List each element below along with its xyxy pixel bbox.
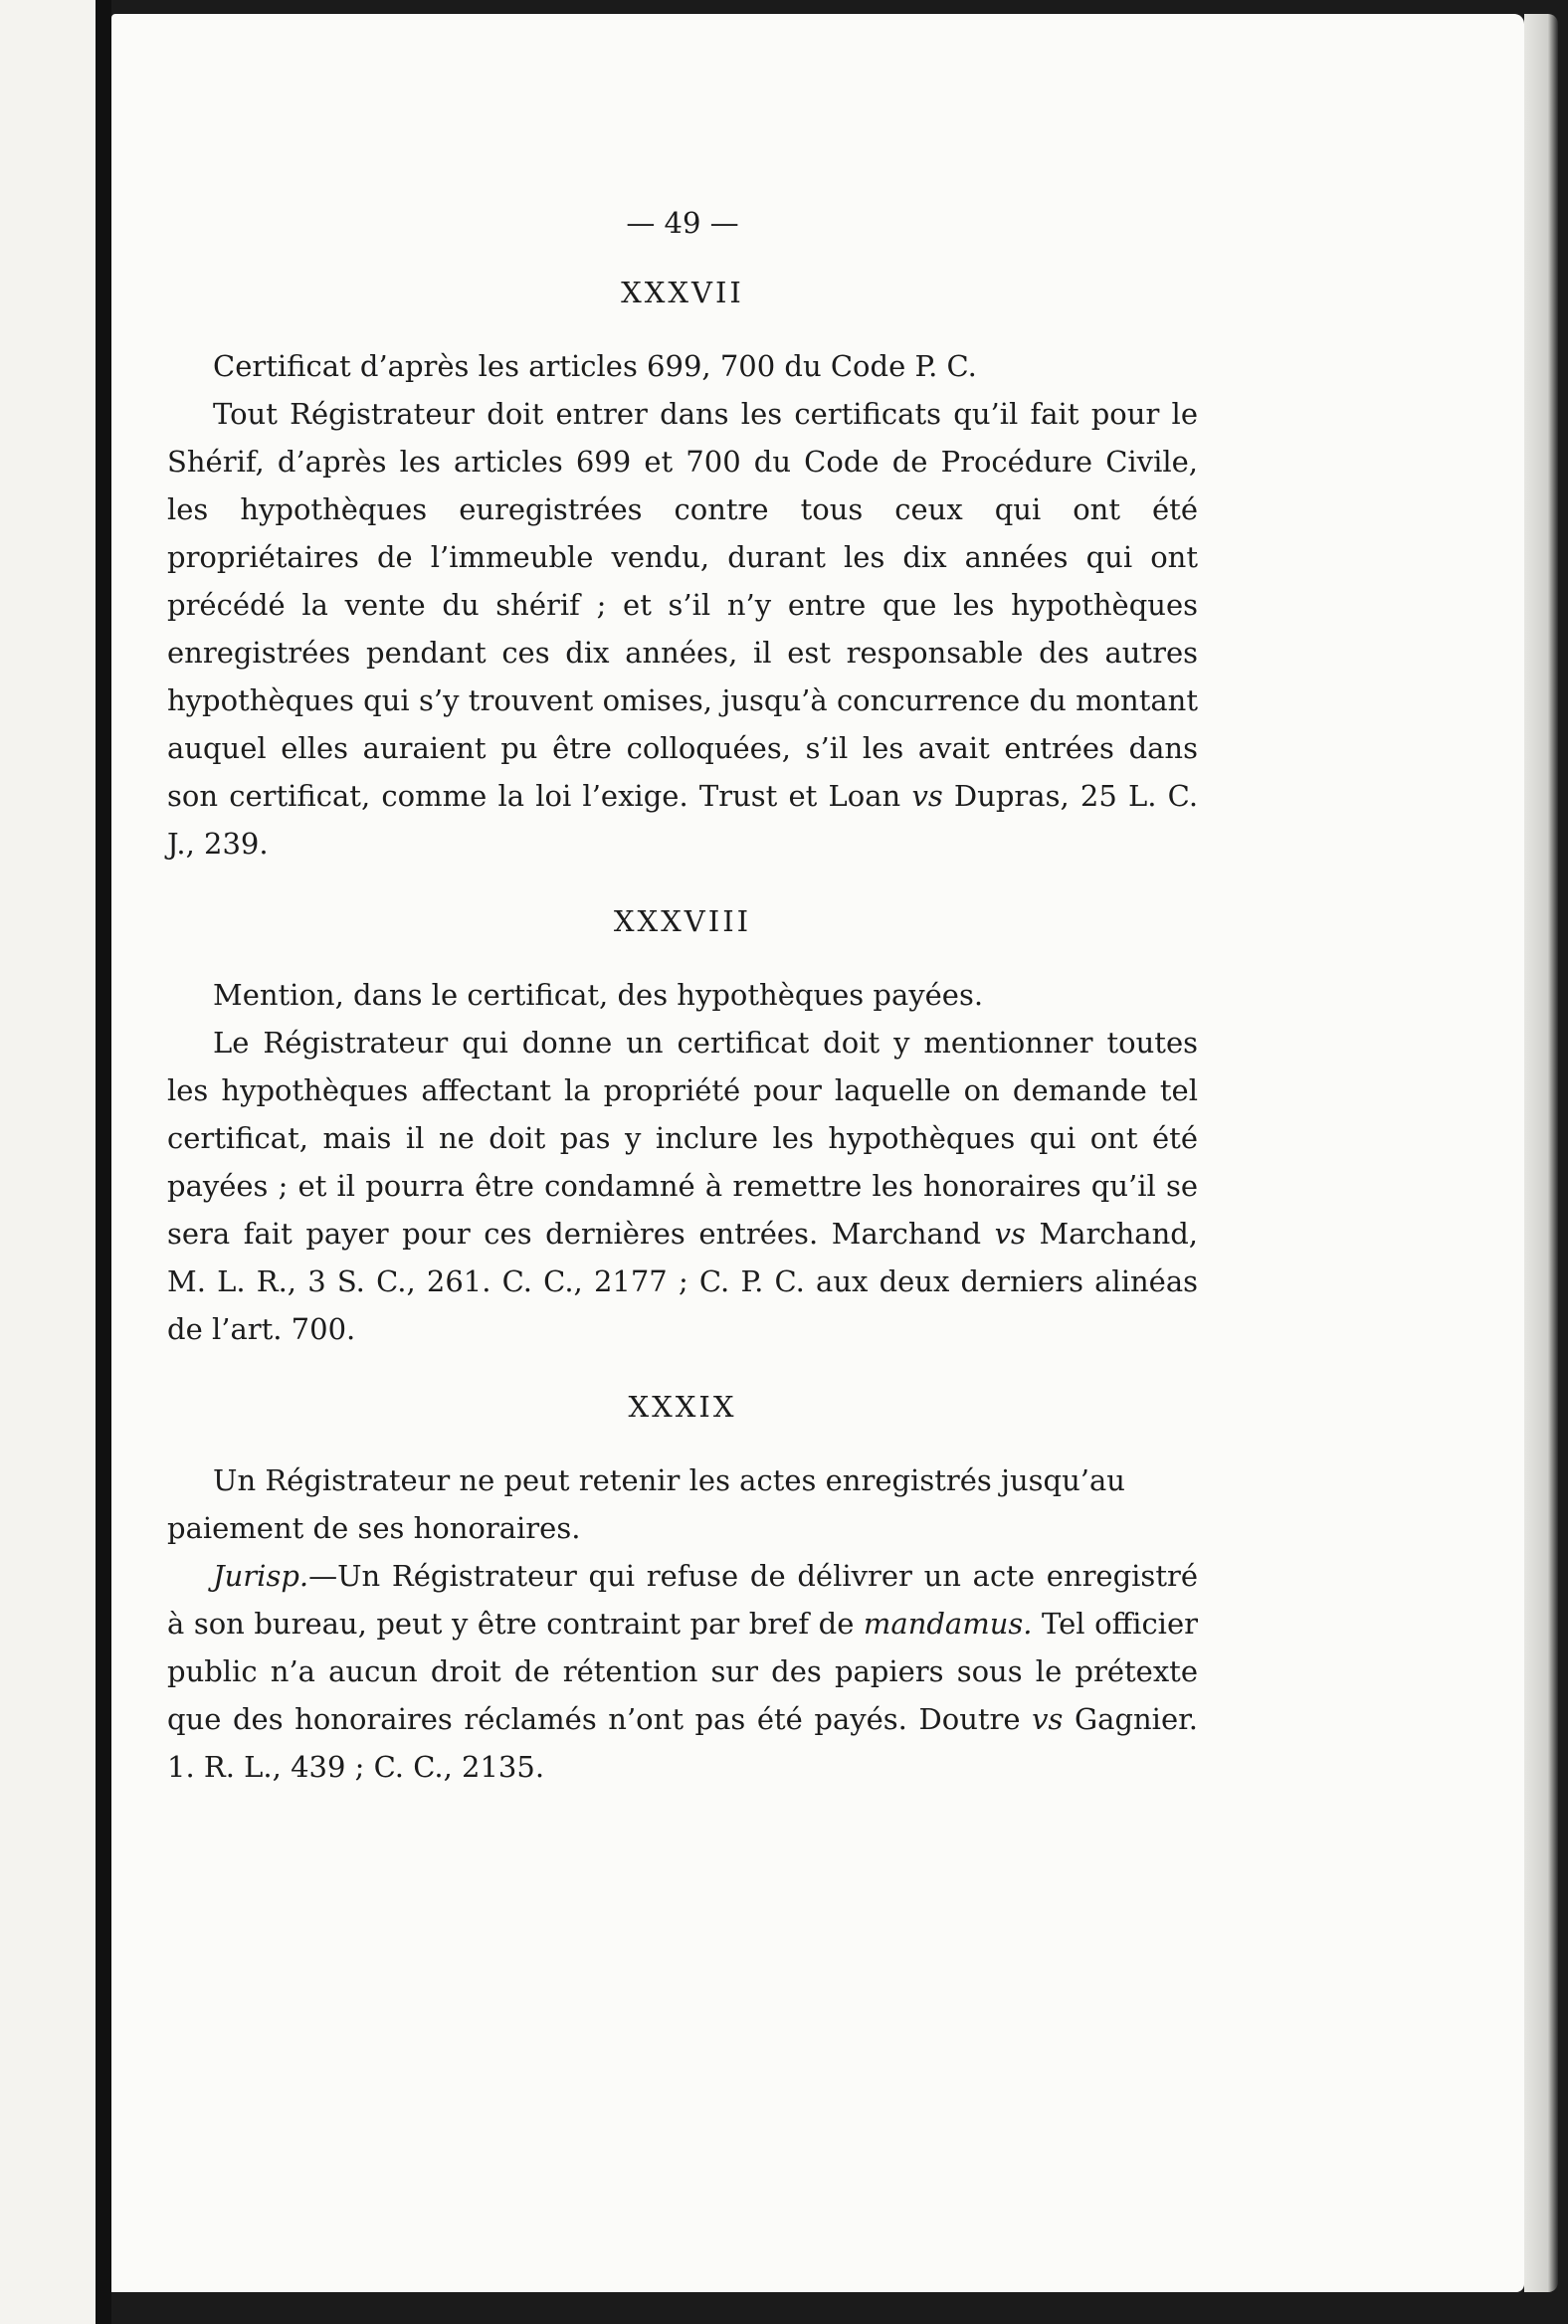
citation-party-a: Marchand [831,1217,982,1251]
citation-party-a: Trust et Loan [698,779,901,813]
page-text [167,199,1198,1791]
citation-party-b: Marchand, M. L. R., 3 S. C., 261. C. C., 2177 ; C. P. C. aux deux derniers alinéas de l’art. 700. [167,1217,1199,1346]
section-body-xxxix [167,1552,1198,1791]
section-heading-xxxvii: XXXVII [621,276,744,309]
section-title-xxxix: Un Régistrateur ne peut retenir les actes enregistrés jusqu’au paiement de ses honoraires. [167,1463,1125,1545]
versus-label: vs [994,1217,1026,1251]
section-title-xxxvii: Certificat d’après les articles 699, 700 du Code P. C. [213,349,977,383]
jurisp-label: Jurisp. [213,1559,309,1593]
mandamus-term: mandamus. [863,1607,1033,1641]
page-number: — 49 — [626,206,739,240]
citation-party-b: Gagnier. 1. R. L., 439 ; C. C., 2135. [167,1702,1199,1784]
section-body-xxxvii [167,390,1198,868]
page-fore-edge [1524,14,1558,2292]
citation-party-b: Dupras, 25 L. C. J., 239. [167,779,1199,861]
book-gutter [96,0,111,2324]
section-text-xxxvii: Tout Régistrateur doit entrer dans les certificats qu’il fait pour le Shérif, d’après les articles 699 et 700 du Code de Procédure Civile, les hypothèques euregistrées contre tous ceux qui ont été propriétaires de l’immeuble vendu, durant les dix années qui ont précédé la vente du shérif ; et s’il n’y entre que les hypothèques enregistrées pendant ces dix années, il est responsable des autres hypothèques qui s’y trouvent omises, jusqu’à concurrence du montant auquel elles auraient pu être colloquées, s’il les avait entrées dans son certificat, comme la loi l’exige. [167,397,1198,813]
section-text-xxxviii: Le Régistrateur qui donne un certificat doit y mentionner toutes les hypothèques affectant la propriété pour laquelle on demande tel certificat, mais il ne doit pas y inclure les hypothèques qui ont été payées ; et il pourra être condamné à remettre les honoraires qu’il se sera fait payer pour ces dernières entrées. [167,1026,1198,1251]
section-text-xxxix-b: Tel officier public n’a aucun droit de rétention sur des papiers sous le prétexte que des honoraires réclamés n’ont pas été payés. [167,1607,1198,1736]
section-heading-xxxix: XXXIX [628,1390,737,1424]
facing-page-edge [0,0,96,2324]
citation-party-a: Doutre [918,1702,1021,1736]
versus-label: vs [1032,1702,1064,1736]
section-heading-xxxviii: XXXVIII [613,904,752,938]
section-body-xxxviii [167,1019,1198,1353]
section-text-xxxix-a: —Un Régistrateur qui refuse de délivrer un acte enregistré à son bureau, peut y être contraint par bref de [167,1559,1198,1641]
section-title-xxxviii: Mention, dans le certificat, des hypothèques payées. [213,978,984,1012]
versus-label: vs [911,779,943,813]
